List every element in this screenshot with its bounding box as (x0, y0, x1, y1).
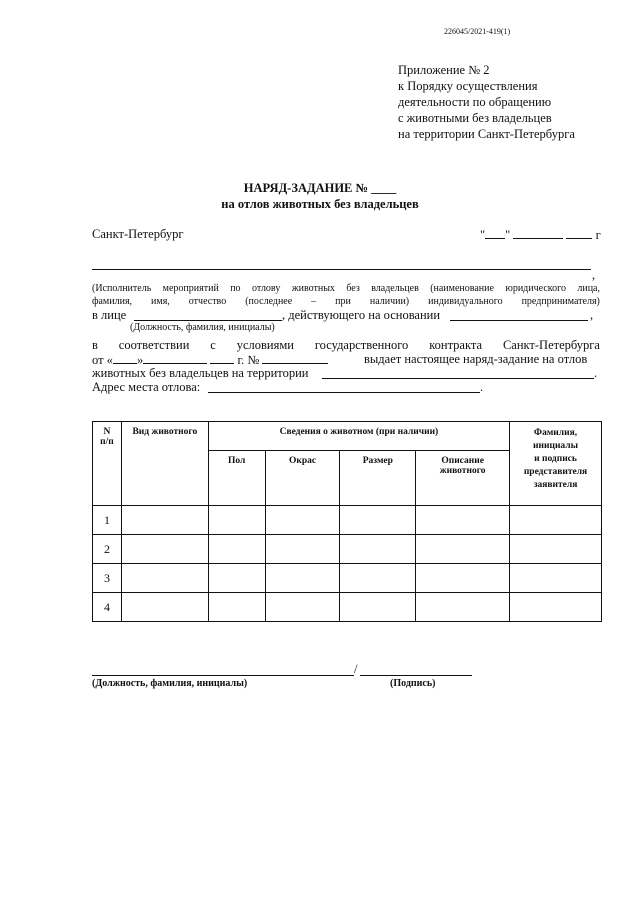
date-day-blank[interactable] (485, 227, 505, 239)
hint-word: животных (291, 283, 335, 294)
address-label: Адрес места отлова: (92, 380, 201, 394)
hint-word: владельцев (371, 283, 419, 294)
header-applicant: Фамилия, инициалы и подпись представителя заявителя (510, 422, 602, 506)
date-quote-open: " (480, 228, 486, 242)
contract-word: с (210, 338, 216, 352)
header-species: Вид животного (121, 422, 208, 506)
cell-description[interactable] (416, 593, 510, 622)
cell-species[interactable] (121, 593, 208, 622)
contract-word: в (92, 338, 98, 352)
animals-table (92, 421, 602, 622)
cell-description[interactable] (416, 506, 510, 535)
executor-hint-line-1 (92, 283, 600, 294)
date-quote-close: " (505, 228, 511, 242)
cell-color[interactable] (265, 564, 340, 593)
contract-year-blank[interactable] (210, 352, 234, 364)
row-number: 3 (93, 564, 122, 593)
cell-size[interactable] (340, 564, 416, 593)
contract-word: контракта (429, 338, 483, 352)
table-row (93, 506, 602, 535)
cell-sex[interactable] (208, 564, 265, 593)
cell-species[interactable] (121, 535, 208, 564)
cell-color[interactable] (265, 535, 340, 564)
signature-slash: / (354, 662, 358, 676)
issues-task-text: выдает настоящее наряд-задание на отлов (364, 352, 588, 366)
hint-word: по (230, 283, 241, 294)
contract-line (92, 338, 600, 353)
hint-word: (Исполнитель (92, 283, 152, 294)
appendix-line: деятельности по обращению (398, 95, 552, 109)
hint-word: – (311, 296, 317, 307)
from-label: от « (92, 353, 113, 367)
header-number: N п/п (93, 422, 122, 506)
cell-species[interactable] (121, 564, 208, 593)
from-close-quote: » (136, 353, 144, 367)
hint-word: без (346, 283, 360, 294)
hint-word: имя, (151, 296, 170, 307)
row-number: 4 (93, 593, 122, 622)
hint-word: (последнее (245, 296, 293, 307)
address-blank[interactable] (208, 392, 480, 393)
appendix-line: на территории Санкт-Петербурга (398, 127, 575, 141)
cell-sex[interactable] (208, 535, 265, 564)
signatory-position-blank[interactable] (92, 675, 354, 676)
contract-word: Санкт-Петербурга (502, 338, 600, 352)
table-row (93, 564, 602, 593)
appendix-line: к Порядку осуществления (398, 79, 538, 93)
position-hint: (Должность, фамилия, инициалы) (130, 322, 275, 333)
appendix-header (398, 62, 575, 142)
hint-word: фамилия, (92, 296, 133, 307)
cell-applicant[interactable] (510, 506, 602, 535)
cell-color[interactable] (265, 593, 340, 622)
document-title (0, 180, 640, 212)
appendix-line: с животными без владельцев (398, 111, 552, 125)
contract-word: государственного (314, 338, 409, 352)
document-reference-number: 226045/2021-419(1) (444, 27, 511, 36)
cell-applicant[interactable] (510, 593, 602, 622)
cell-description[interactable] (416, 564, 510, 593)
appendix-line: Приложение № 2 (398, 63, 490, 77)
hint-word: отчество (188, 296, 227, 307)
hint-word: (наименование (430, 283, 494, 294)
hint-word: предпринимателя) (521, 296, 600, 307)
header-description: Описание животного (416, 451, 510, 506)
city-label: Санкт-Петербург (92, 227, 184, 241)
row-number: 1 (93, 506, 122, 535)
row-number: 2 (93, 535, 122, 564)
table-row (93, 535, 602, 564)
contract-word: соответствии (118, 338, 190, 352)
cell-size[interactable] (340, 506, 416, 535)
header-animal-info: Сведения о животном (при наличии) (208, 422, 509, 451)
territory-label: животных без владельцев на территории (92, 366, 309, 380)
basis-comma: , (590, 308, 594, 322)
hint-word: мероприятий (162, 283, 219, 294)
in-person-label: в лице (92, 308, 127, 322)
hint-word: юридического (505, 283, 566, 294)
contract-day-blank[interactable] (113, 352, 137, 364)
address-period: . (480, 380, 484, 394)
basis-blank[interactable] (450, 320, 588, 321)
cell-size[interactable] (340, 535, 416, 564)
date-field (480, 227, 601, 243)
table-row (93, 593, 602, 622)
hint-word: наличии) (369, 296, 410, 307)
cell-applicant[interactable] (510, 535, 602, 564)
signatory-position-caption: (Должность, фамилия, инициалы) (92, 678, 248, 689)
header-size: Размер (340, 451, 416, 506)
signature-caption: (Подпись) (390, 678, 436, 689)
territory-blank[interactable] (322, 378, 594, 379)
cell-size[interactable] (340, 593, 416, 622)
cell-species[interactable] (121, 506, 208, 535)
acting-basis-label: , действующего на основании (282, 308, 441, 322)
hint-word: индивидуального (428, 296, 503, 307)
executor-comma: , (592, 268, 596, 282)
hint-word: лица, (577, 283, 600, 294)
signature-blank[interactable] (360, 675, 472, 676)
cell-color[interactable] (265, 506, 340, 535)
executor-blank[interactable] (92, 269, 591, 270)
executor-hint-line-2 (92, 296, 600, 307)
title-line-2: на отлов животных без владельцев (221, 197, 419, 211)
cell-applicant[interactable] (510, 564, 602, 593)
representative-blank[interactable] (134, 320, 282, 321)
cell-description[interactable] (416, 535, 510, 564)
year-number-label: г. № (237, 353, 260, 367)
territory-period: . (594, 366, 598, 380)
contract-number-blank[interactable] (262, 352, 328, 364)
cell-sex[interactable] (208, 506, 265, 535)
title-line-1: НАРЯД-ЗАДАНИЕ № ____ (243, 181, 397, 195)
hint-word: отлову (251, 283, 281, 294)
contract-word: условиями (236, 338, 294, 352)
hint-word: при (335, 296, 351, 307)
contract-month-blank[interactable] (143, 352, 207, 364)
date-month-blank[interactable] (513, 227, 563, 239)
header-color: Окрас (265, 451, 340, 506)
date-year-suffix: г (595, 228, 601, 242)
header-sex: Пол (208, 451, 265, 506)
date-year-blank[interactable] (566, 227, 592, 239)
cell-sex[interactable] (208, 593, 265, 622)
